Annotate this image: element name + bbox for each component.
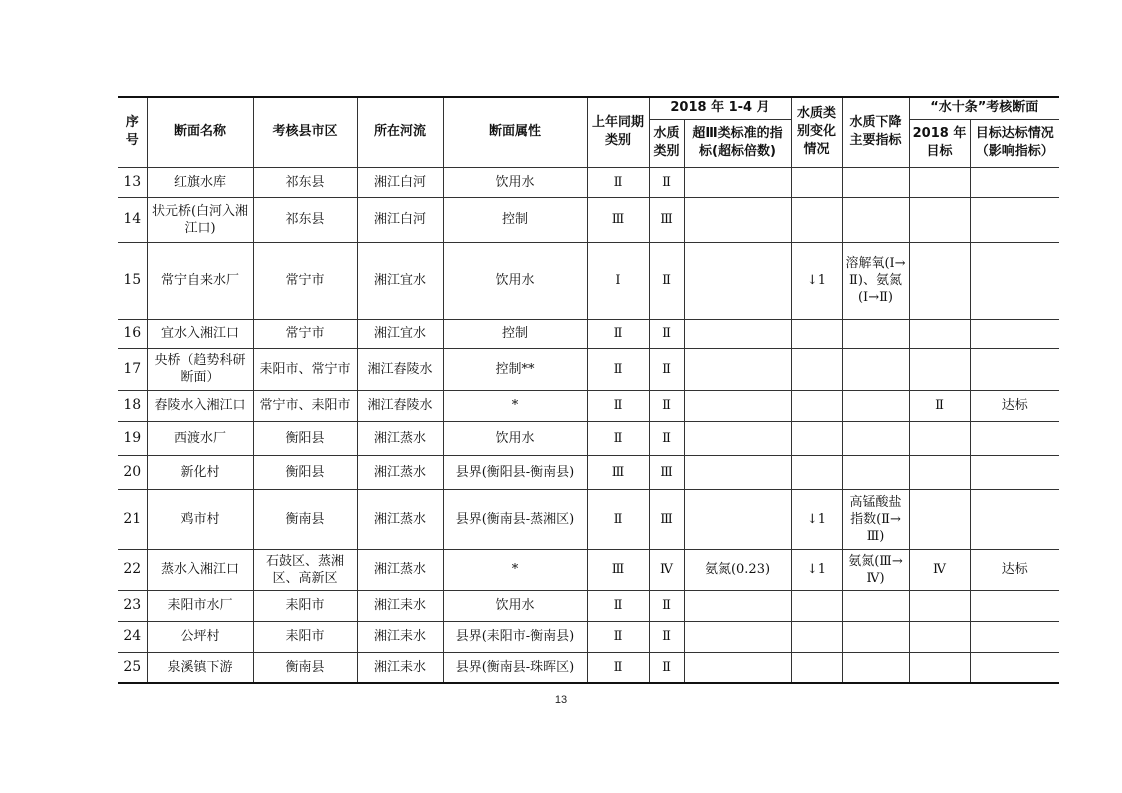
river: 湘江白河 [373,174,426,190]
county-cell [253,549,357,590]
target-2018-cell [909,390,970,421]
row-number: 14 [123,211,142,227]
last-year-class: Ⅱ [613,430,623,446]
table-row [118,242,1059,319]
last-year-class-cell [587,167,649,197]
attribute-cell [443,621,587,652]
county: 耒阳市 [285,598,325,613]
county-cell [253,390,357,421]
target-status-cell [970,549,1059,590]
table-row [118,390,1059,421]
last-year-class: Ⅱ [613,361,623,377]
current-class: Ⅱ [662,174,671,190]
table-row [118,167,1059,197]
exceed-indicator-cell [684,590,791,621]
row-number: 20 [123,463,142,480]
attribute-cell [443,455,587,489]
county: 祁东县 [285,174,325,190]
county-cell [253,455,357,489]
section-name: 泉溪镇下游 [167,659,233,675]
decline-indicator-cell [842,242,909,319]
table-row [118,197,1059,242]
exceed-indicator-cell [684,197,791,242]
river-cell [357,621,443,652]
section-name-cell [147,652,253,683]
target-status-cell [970,348,1059,390]
county: 常宁市 [285,326,325,341]
river-cell [357,242,443,319]
river-cell [357,319,443,348]
current-class-cell [649,348,684,390]
class-change-cell [791,621,842,652]
row-number-cell [118,319,147,348]
attribute-cell [443,348,587,390]
page-number: 13 [554,694,568,706]
header-seq: 序号 [118,97,147,167]
county-cell [253,590,357,621]
current-class-cell [649,242,684,319]
river-cell [357,652,443,683]
attribute-cell [443,197,587,242]
section-name: 耒阳市水厂 [167,598,233,613]
row-number-cell [118,621,147,652]
table-row [118,348,1059,390]
class-change-cell [791,348,842,390]
class-change-cell [791,455,842,489]
section-name-cell [147,549,253,590]
decline-indicator: 溶解氧(Ⅰ→Ⅱ)、氨氮(Ⅰ→Ⅱ) [845,256,906,305]
county-cell [253,242,357,319]
exceed-indicator-cell [684,489,791,549]
attribute: 控制 [501,326,528,341]
current-class-cell [649,455,684,489]
current-class: Ⅱ [662,398,671,413]
last-year-class: Ⅲ [611,212,625,227]
section-name-cell [147,621,253,652]
attribute-cell [443,390,587,421]
target-status-cell [970,421,1059,455]
last-year-class: Ⅰ [615,273,621,288]
last-year-class-cell [587,590,649,621]
table-row [118,319,1059,348]
header-target-status: 目标达标情况（影响指标） [970,119,1059,167]
target-2018-cell [909,421,970,455]
last-year-class-cell [587,421,649,455]
row-number-cell [118,652,147,683]
header-period-group: 2018 年 1-4 月 [649,97,791,119]
row-number: 17 [123,360,142,377]
header-target-2018: 2018 年目标 [909,119,970,167]
section-name: 西渡水厂 [173,430,226,446]
decline-indicator: 高锰酸盐指数(Ⅱ→Ⅲ) [849,494,902,544]
decline-indicator-cell [842,421,909,455]
class-change-cell [791,489,842,549]
river: 湘江蒸水 [373,464,426,480]
exceed-indicator-cell [684,390,791,421]
exceed-indicator-cell [684,455,791,489]
county-cell [253,652,357,683]
row-number-cell [118,421,147,455]
table-row [118,421,1059,455]
current-class: Ⅲ [660,464,673,480]
river-cell [357,489,443,549]
target-2018-cell [909,319,970,348]
target-2018-cell [909,242,970,319]
decline-indicator-cell [842,621,909,652]
decline-indicator-cell [842,197,909,242]
section-name-cell [147,197,253,242]
county: 祁东县 [285,212,325,227]
county: 衡阳县 [285,430,325,446]
row-number: 13 [123,173,142,190]
attribute-cell [443,489,587,549]
river: 湘江宜水 [373,326,426,341]
row-number: 25 [123,658,142,675]
class-change-cell [791,167,842,197]
last-year-class: Ⅲ [611,562,625,577]
class-change-cell [791,390,842,421]
section-name-cell [147,489,253,549]
table-body [118,167,1059,683]
row-number: 19 [123,429,142,446]
current-class-cell [649,319,684,348]
attribute: * [511,562,519,577]
section-name: 状元桥(白河入湘江口) [151,203,249,236]
current-class: Ⅲ [660,511,673,527]
county-cell [253,348,357,390]
current-class: Ⅲ [660,212,673,227]
county: 衡南县 [285,511,325,527]
exceed-indicator-cell [684,621,791,652]
target-status-cell [970,621,1059,652]
target-status-cell [970,455,1059,489]
class-change-cell [791,319,842,348]
river-cell [357,167,443,197]
county: 耒阳市、常宁市 [259,361,351,377]
section-name: 蒸水入湘江口 [160,562,239,577]
current-class-cell [649,621,684,652]
attribute: 县界(衡阳县-衡南县) [455,464,575,480]
attribute: 饮用水 [495,273,535,288]
row-number-cell [118,590,147,621]
header-last-year-class: 上年同期类别 [587,97,649,167]
last-year-class-cell [587,549,649,590]
table-row [118,590,1059,621]
header-period-exceed: 超Ⅲ类标准的指标(超标倍数) [684,119,791,167]
row-number: 24 [123,628,142,644]
section-name: 鸡市村 [180,511,220,527]
last-year-class: Ⅱ [613,629,623,644]
county-cell [253,421,357,455]
attribute-cell [443,652,587,683]
decline-indicator-cell [842,590,909,621]
current-class: Ⅱ [662,430,671,446]
section-name-cell [147,242,253,319]
header-river: 所在河流 [357,97,443,167]
section-name: 新化村 [180,464,220,480]
row-number-cell [118,549,147,590]
decline-indicator-cell [842,652,909,683]
last-year-class-cell [587,348,649,390]
current-class-cell [649,421,684,455]
attribute: 县界(衡南县-珠晖区) [455,659,575,675]
section-name-cell [147,455,253,489]
target-2018-cell [909,549,970,590]
river: 湘江舂陵水 [367,398,433,413]
section-name: 舂陵水入湘江口 [154,398,246,413]
river-cell [357,455,443,489]
table-row [118,455,1059,489]
last-year-class-cell [587,489,649,549]
county-cell [253,489,357,549]
river-cell [357,197,443,242]
class-change-cell [791,652,842,683]
county: 石鼓区、蒸湘区、高新区 [265,553,344,586]
last-year-class: Ⅱ [613,598,623,613]
last-year-class-cell [587,390,649,421]
row-number-cell [118,390,147,421]
river-cell [357,549,443,590]
attribute-cell [443,319,587,348]
section-name: 公坪村 [180,629,220,644]
county-cell [253,167,357,197]
current-class-cell [649,652,684,683]
target-status-cell [970,489,1059,549]
river: 湘江蒸水 [373,511,426,527]
current-class-cell [649,167,684,197]
target-2018-cell [909,348,970,390]
target-2018: Ⅳ [933,562,946,577]
target-status-cell [970,652,1059,683]
current-class: Ⅱ [662,361,671,377]
target-status-cell [970,167,1059,197]
current-class-cell [649,197,684,242]
river: 湘江蒸水 [373,562,426,577]
row-number-cell [118,167,147,197]
county: 常宁市 [285,273,325,288]
class-change: ↓1 [806,273,827,288]
decline-indicator-cell [842,348,909,390]
row-number-cell [118,489,147,549]
target-status-cell [970,590,1059,621]
target-2018-cell [909,590,970,621]
header-change: 水质类别变化情况 [791,97,842,167]
row-number-cell [118,348,147,390]
county: 常宁市、耒阳市 [259,398,351,413]
target-status-cell [970,390,1059,421]
decline-indicator-cell [842,167,909,197]
section-name: 宜水入湘江口 [160,326,239,341]
target-2018-cell [909,197,970,242]
section-name-cell [147,319,253,348]
current-class-cell [649,549,684,590]
last-year-class: Ⅱ [613,659,623,675]
class-change: ↓1 [806,562,827,577]
last-year-class-cell [587,197,649,242]
river-cell [357,348,443,390]
section-name: 红旗水库 [173,174,226,190]
row-number-cell [118,455,147,489]
exceed-indicator-cell [684,167,791,197]
exceed-indicator-cell [684,319,791,348]
last-year-class-cell [587,652,649,683]
row-number: 21 [123,510,142,527]
decline-indicator-cell [842,390,909,421]
current-class: Ⅱ [662,273,671,288]
header-period-class: 水质类别 [649,119,684,167]
target-status: 达标 [1001,398,1028,413]
current-class: Ⅳ [660,562,673,577]
attribute-cell [443,242,587,319]
class-change-cell [791,549,842,590]
class-change-cell [791,242,842,319]
class-change-cell [791,197,842,242]
exceed-indicator-cell [684,242,791,319]
decline-indicator-cell [842,319,909,348]
section-name-cell [147,348,253,390]
table-row [118,652,1059,683]
last-year-class: Ⅱ [613,511,623,527]
last-year-class: Ⅱ [613,326,623,341]
section-name-cell [147,390,253,421]
row-number: 18 [123,397,142,413]
current-class: Ⅱ [662,326,671,341]
table-header-row [118,97,1059,119]
exceed-indicator-cell [684,549,791,590]
attribute: 饮用水 [495,430,535,446]
header-attribute: 断面属性 [443,97,587,167]
exceed-indicator-cell [684,652,791,683]
target-2018-cell [909,167,970,197]
attribute-cell [443,421,587,455]
table-row [118,489,1059,549]
decline-indicator-cell [842,549,909,590]
row-number-cell [118,242,147,319]
exceed-indicator: 氨氮(0.23) [704,562,771,577]
table-row [118,549,1059,590]
river: 湘江蒸水 [373,430,426,446]
river: 湘江白河 [373,212,426,227]
target-2018-cell [909,621,970,652]
row-number: 16 [123,325,142,341]
exceed-indicator-cell [684,421,791,455]
header-section-name: 断面名称 [147,97,253,167]
exceed-indicator-cell [684,348,791,390]
current-class-cell [649,489,684,549]
target-status-cell [970,197,1059,242]
water-quality-table [118,96,1059,684]
header-county: 考核县市区 [253,97,357,167]
county-cell [253,319,357,348]
last-year-class-cell [587,455,649,489]
decline-indicator-cell [842,489,909,549]
attribute: 饮用水 [495,174,535,190]
last-year-class: Ⅱ [613,174,623,190]
target-status: 达标 [1001,562,1028,577]
current-class-cell [649,390,684,421]
attribute: 县界(衡南县-蒸湘区) [455,511,575,527]
class-change: ↓1 [806,511,827,527]
section-name: 常宁自来水厂 [160,273,239,288]
river-cell [357,421,443,455]
target-2018: Ⅱ [935,398,944,413]
header-assessment-group: “水十条”考核断面 [909,97,1059,119]
river-cell [357,590,443,621]
row-number-cell [118,197,147,242]
county-cell [253,197,357,242]
target-2018-cell [909,489,970,549]
attribute: 饮用水 [495,598,535,613]
county: 衡南县 [285,659,325,675]
target-2018-cell [909,455,970,489]
county: 衡阳县 [285,464,325,480]
row-number: 22 [123,561,142,577]
attribute: 控制** [495,361,535,377]
river: 湘江耒水 [373,598,426,613]
attribute: 县界(耒阳市-衡南县) [455,629,575,644]
river-cell [357,390,443,421]
current-class: Ⅱ [662,629,671,644]
class-change-cell [791,590,842,621]
decline-indicator: 氨氮(Ⅲ→Ⅳ) [848,553,903,586]
attribute: * [511,398,519,413]
last-year-class: Ⅲ [611,464,625,480]
county: 耒阳市 [285,629,325,644]
attribute-cell [443,549,587,590]
last-year-class: Ⅱ [613,398,623,413]
table-row [118,621,1059,652]
target-2018-cell [909,652,970,683]
section-name: 央桥（趋势科研断面） [154,353,246,385]
row-number: 15 [123,272,142,288]
section-name-cell [147,167,253,197]
river: 湘江耒水 [373,629,426,644]
section-name-cell [147,590,253,621]
river: 湘江舂陵水 [367,361,433,377]
river: 湘江宜水 [373,273,426,288]
attribute-cell [443,590,587,621]
attribute: 控制 [501,212,528,227]
last-year-class-cell [587,242,649,319]
attribute-cell [443,167,587,197]
row-number: 23 [123,597,142,613]
header-decline-indicator: 水质下降主要指标 [842,97,909,167]
current-class: Ⅱ [662,598,671,613]
section-name-cell [147,421,253,455]
target-status-cell [970,319,1059,348]
class-change-cell [791,421,842,455]
current-class-cell [649,590,684,621]
target-status-cell [970,242,1059,319]
last-year-class-cell [587,319,649,348]
last-year-class-cell [587,621,649,652]
decline-indicator-cell [842,455,909,489]
current-class: Ⅱ [662,659,671,675]
river: 湘江耒水 [373,659,426,675]
county-cell [253,621,357,652]
